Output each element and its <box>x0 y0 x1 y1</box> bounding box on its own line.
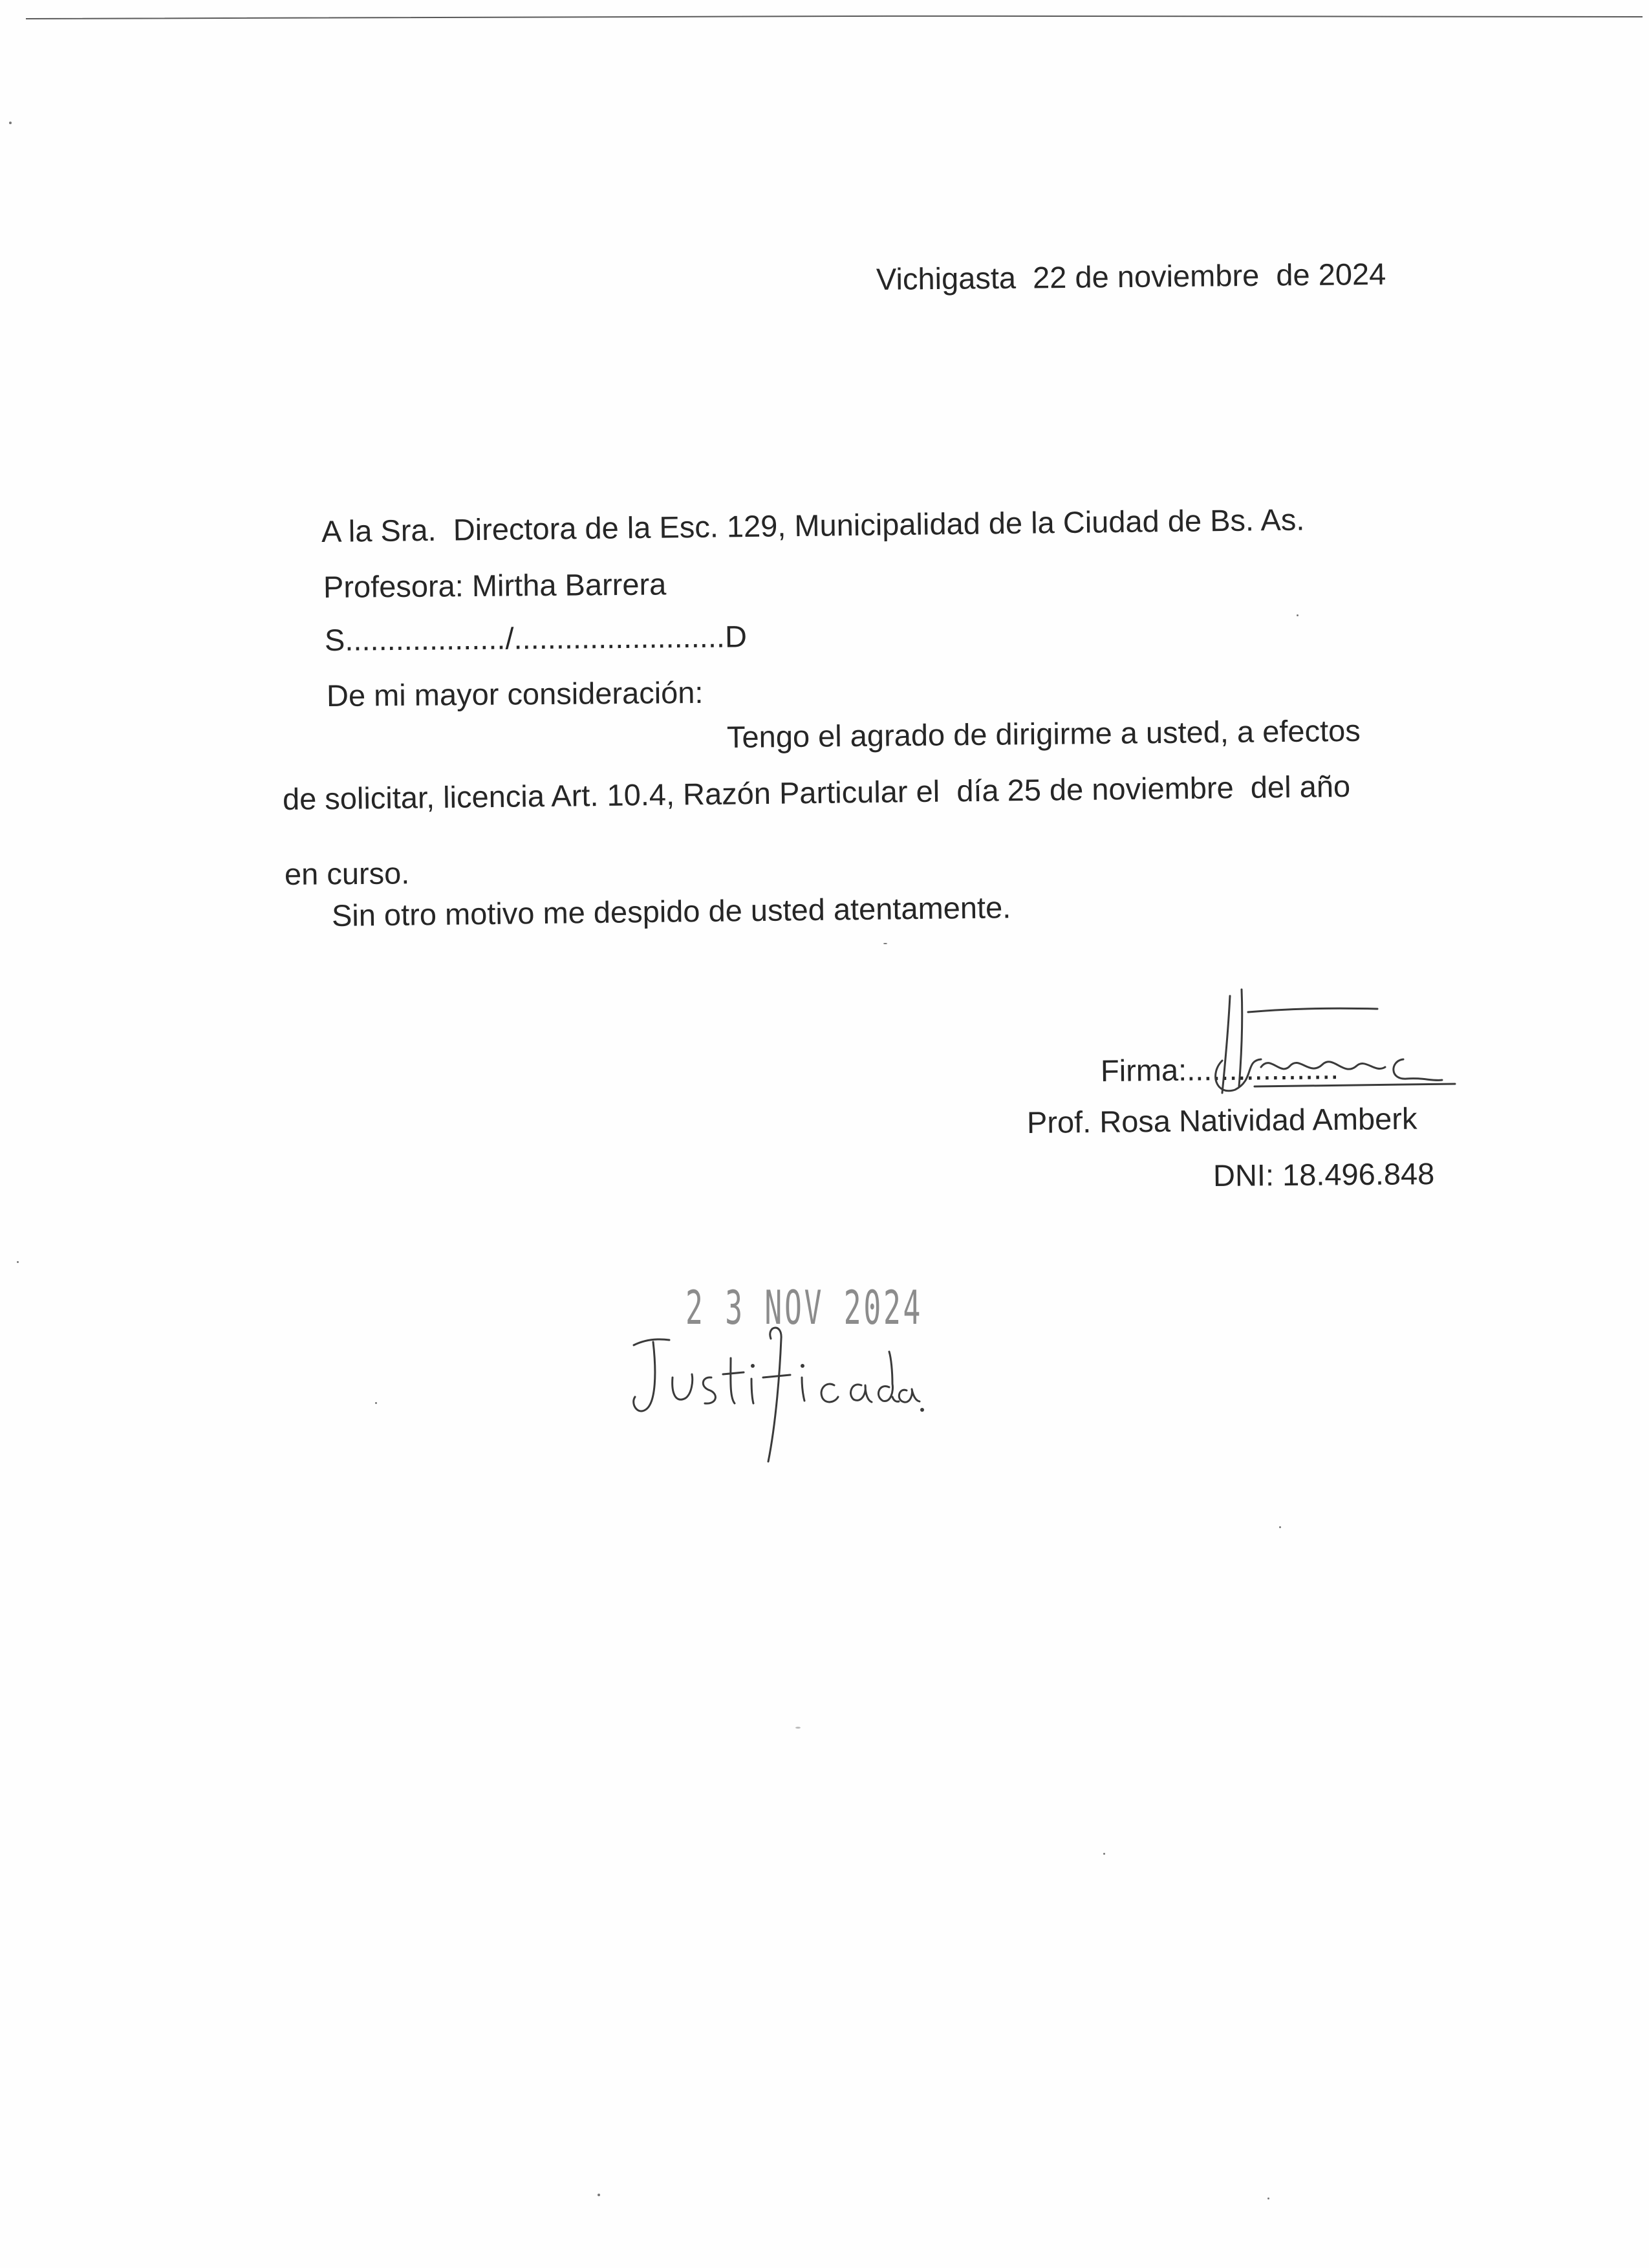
body-line-2: de solicitar, licencia Art. 10.4, Razón Particular el día 25 de noviembre del año <box>282 768 1351 816</box>
signer-name: Prof. Rosa Natividad Amberk <box>1026 1101 1417 1139</box>
scan-speck <box>375 1402 377 1404</box>
body-line-1: Tengo el agrado de dirigirme a usted, a efectos <box>726 713 1361 754</box>
scan-edge-line <box>26 14 1643 21</box>
greeting-line: De mi mayor consideración: <box>326 675 704 713</box>
scan-speck <box>9 122 12 124</box>
handwritten-justificada-note <box>621 1313 925 1468</box>
scan-speck <box>1297 614 1299 616</box>
closing-line: Sin otro motivo me despido de usted atentamente. <box>331 890 1011 933</box>
teacher-line: Profesora: Mirtha Barrera <box>323 567 667 604</box>
scan-speck <box>598 2194 600 2196</box>
sd-line: S.................../.........................D <box>324 619 748 657</box>
scan-speck <box>883 943 887 944</box>
scan-speck <box>17 1261 19 1263</box>
signer-dni: DNI: 18.496.848 <box>1212 1156 1435 1193</box>
body-line-3: en curso. <box>284 856 410 891</box>
scan-speck <box>1267 2198 1269 2199</box>
addressee-line: A la Sra. Directora de la Esc. 129, Municipalidad de la Ciudad de Bs. As. <box>321 502 1305 548</box>
signature-label: Firma:.................. <box>1100 1051 1339 1088</box>
received-date-stamp: 2 3 NOV 2024 <box>685 1280 923 1335</box>
place-date: Vichigasta 22 de noviembre de 2024 <box>876 256 1386 296</box>
handwritten-signature <box>1183 983 1468 1106</box>
scan-speck <box>1103 1853 1105 1855</box>
scan-speck <box>1279 1526 1281 1528</box>
scan-speck <box>795 1727 801 1729</box>
